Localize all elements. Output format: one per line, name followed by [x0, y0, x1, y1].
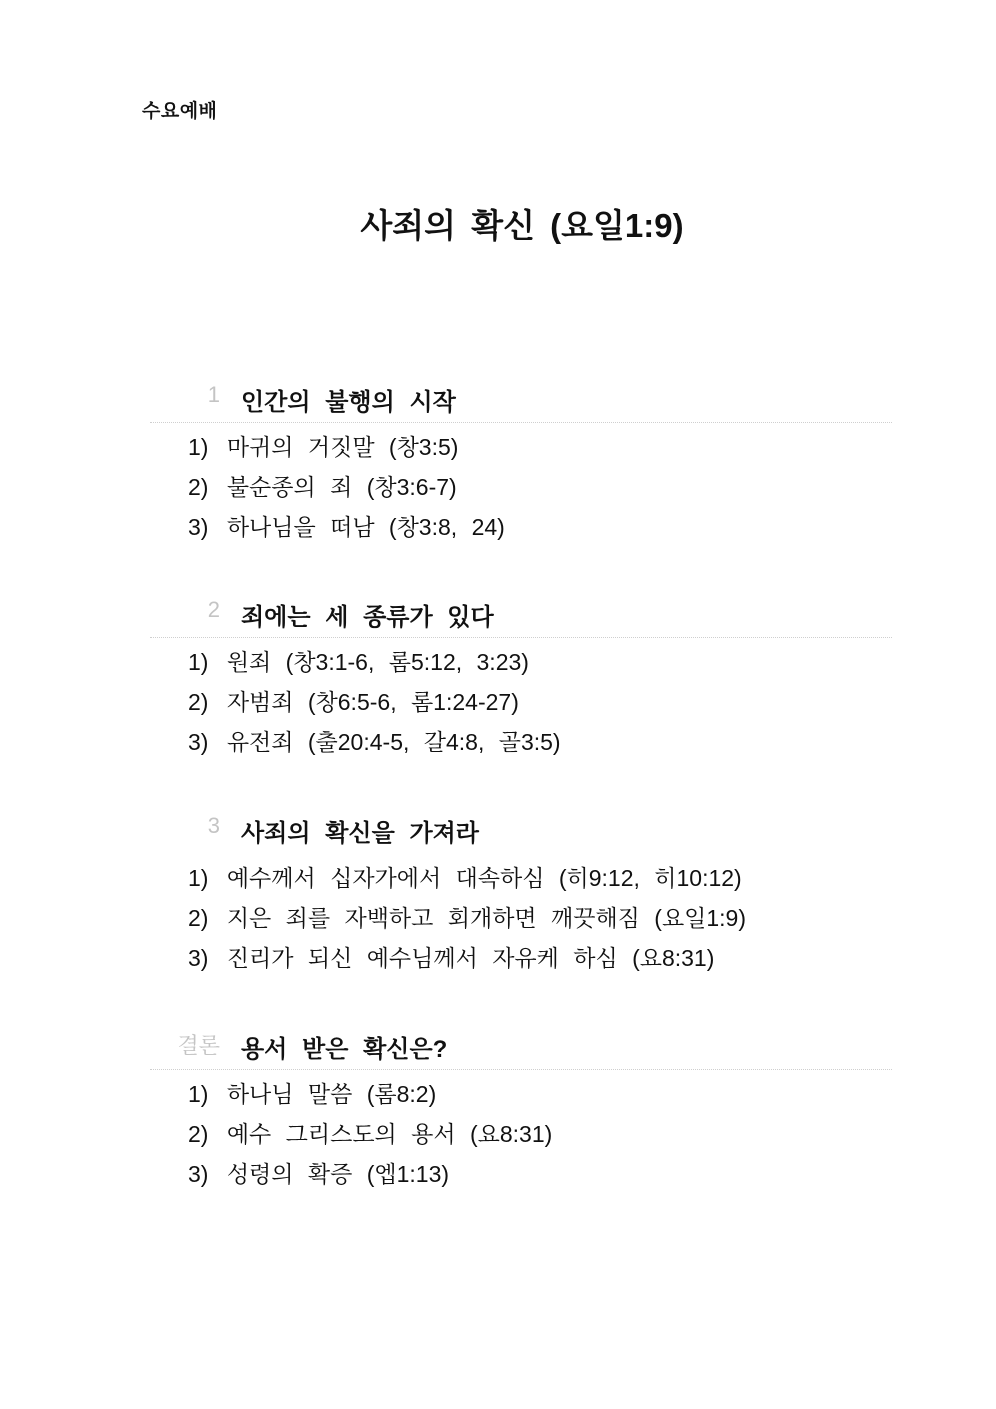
list-item — [150, 858, 892, 898]
item-number: 3) — [188, 514, 209, 540]
list-item — [150, 507, 892, 547]
point-list — [150, 858, 892, 978]
list-item — [150, 467, 892, 507]
item-number: 2) — [188, 905, 209, 931]
section-header — [150, 382, 892, 422]
section-header — [150, 813, 892, 853]
list-item — [150, 938, 892, 978]
item-text: 원죄 (창3:1-6, 롬5:12, 3:23) — [226, 649, 529, 675]
point-list — [150, 427, 892, 547]
point-list — [150, 642, 892, 762]
section-divider — [150, 853, 892, 854]
item-text: 예수 그리스도의 용서 (요8:31) — [226, 1121, 553, 1147]
item-text: 하나님 말씀 (롬8:2) — [226, 1081, 437, 1107]
item-text: 마귀의 거짓말 (창3:5) — [226, 434, 459, 460]
section-1 — [150, 382, 892, 547]
section-conclusion — [150, 1029, 892, 1194]
item-number: 1) — [188, 865, 209, 891]
section-number: 2 — [207, 597, 220, 622]
item-text: 하나님을 떠남 (창3:8, 24) — [226, 514, 505, 540]
item-number: 3) — [188, 1161, 209, 1187]
list-item — [150, 898, 892, 938]
section-3 — [150, 813, 892, 978]
section-number: 1 — [207, 382, 220, 407]
item-text: 지은 죄를 자백하고 회개하면 깨끗해짐 (요일1:9) — [226, 905, 747, 931]
list-item — [150, 427, 892, 467]
item-text: 불순종의 죄 (창3:6-7) — [226, 474, 457, 500]
section-header — [150, 597, 892, 637]
item-number: 2) — [188, 689, 209, 715]
point-list — [150, 1074, 892, 1194]
item-number: 1) — [188, 649, 209, 675]
item-text: 예수께서 십자가에서 대속하심 (히9:12, 히10:12) — [226, 865, 742, 891]
section-number: 결론 — [177, 1033, 220, 1058]
item-number: 1) — [188, 1081, 209, 1107]
section-heading: 사죄의 확신을 가져라 — [241, 820, 479, 847]
sermon-title: 사죄의 확신 (요일1:9) — [360, 207, 684, 244]
item-number: 1) — [188, 434, 209, 460]
list-item — [150, 1114, 892, 1154]
list-item — [150, 722, 892, 762]
section-header — [150, 1029, 892, 1069]
item-number: 2) — [188, 474, 209, 500]
item-text: 성령의 확증 (엡1:13) — [226, 1161, 450, 1187]
item-number: 2) — [188, 1121, 209, 1147]
list-item — [150, 1154, 892, 1194]
section-divider — [150, 1069, 892, 1070]
section-divider — [150, 422, 892, 423]
service-label: 수요예배 — [142, 101, 218, 122]
section-heading: 인간의 불행의 시작 — [241, 389, 456, 416]
item-number: 3) — [188, 729, 209, 755]
item-text: 진리가 되신 예수님께서 자유케 하심 (요8:31) — [226, 945, 715, 971]
section-2 — [150, 597, 892, 762]
section-heading: 용서 받은 확신은? — [241, 1036, 448, 1063]
section-heading: 죄에는 세 종류가 있다 — [241, 604, 494, 631]
section-divider — [150, 637, 892, 638]
list-item — [150, 682, 892, 722]
list-item — [150, 642, 892, 682]
list-item — [150, 1074, 892, 1114]
item-text: 유전죄 (출20:4-5, 갈4:8, 골3:5) — [226, 729, 561, 755]
section-number: 3 — [207, 813, 220, 838]
item-text: 자범죄 (창6:5-6, 롬1:24-27) — [226, 689, 519, 715]
item-number: 3) — [188, 945, 209, 971]
